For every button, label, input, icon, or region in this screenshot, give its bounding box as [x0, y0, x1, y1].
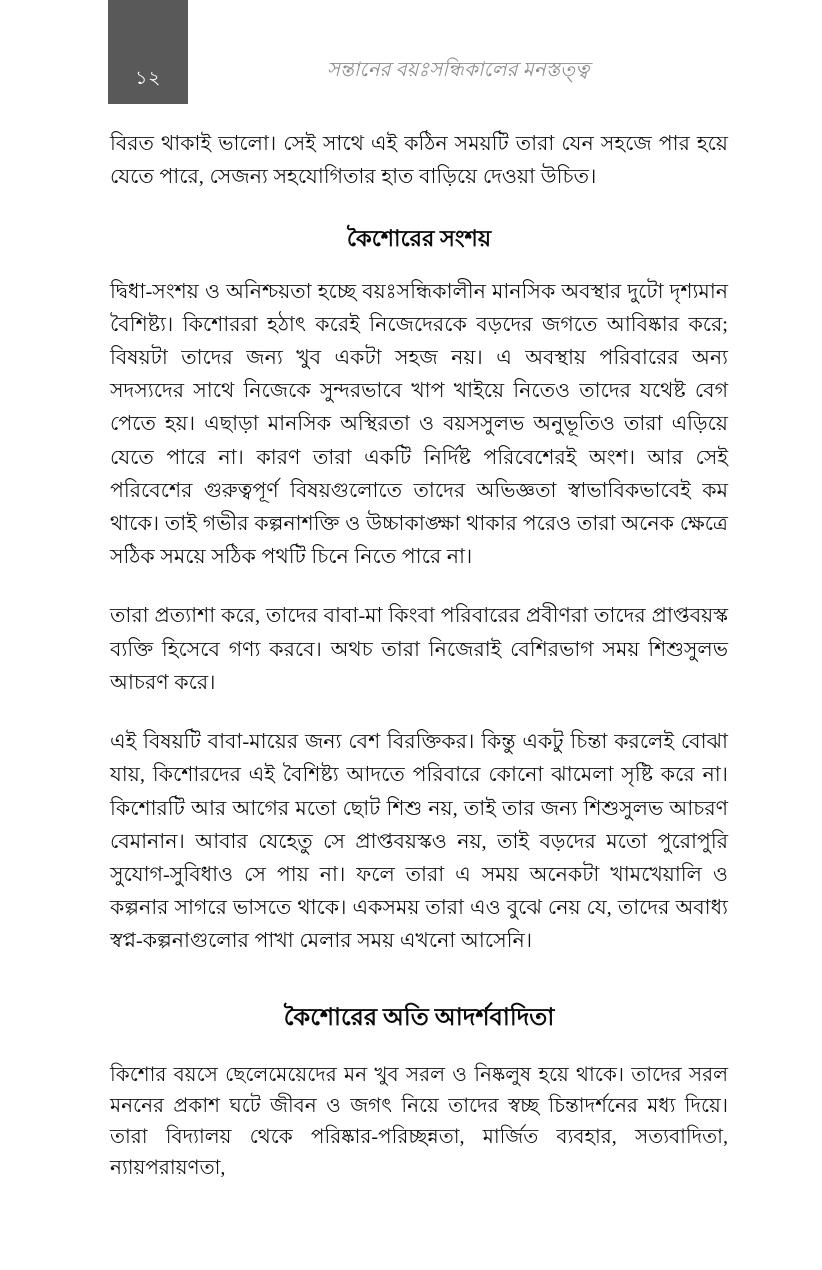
paragraph-4: এই বিষয়টি বাবা-মায়ের জন্য বেশ বিরক্তিকর। কিন্তু একটু চিন্তা করলেই বোঝা যায়, কিশোরদের এই বৈশিষ্ট্য আদতে পরিবারে কোনো ঝামেলা সৃষ্টি করে না। কিশোরটি আর আগের মতো ছোট শিশু নয়, তাই তার জন্য শিশুসুলভ আচরণ বেমানান। আবার যেহেতু সে প্রাপ্তবয়স্কও নয়, তাই বড়দের মতো পুরোপুরি সুযোগ-সুবিধাও সে পায় না। ফলে তারা এ সময় অনেকটা খামখেয়ালি ও কল্পনার সাগরে ভাসতে থাকে। একসময় তারা এও বুঝে নেয় যে, তাদের অবাধ্য স্বপ্ন-কল্পনাগুলোর পাখা মেলার সময় এখনো আসেনি। [110, 731, 728, 953]
running-head-title: সন্তানের বয়ঃসন্ধিকালের মনস্তত্ত্ব [326, 59, 590, 81]
section-heading-kaishorer-oti-adorshobadita: কৈশোরের অতি আদর্শবাদিতা [283, 1004, 555, 1031]
page-number: ১২ [135, 68, 161, 89]
folio-box [108, 0, 188, 104]
paragraph-1: বিরত থাকাই ভালো। সেই সাথে এই কঠিন সময়টি তারা যেন সহজে পার হয়ে যেতে পারে, সেজন্য সহযোগিতার হাত বাড়িয়ে দেওয়া উচিত। [110, 133, 728, 189]
paragraph-2: দ্বিধা-সংশয় ও অনিশ্চয়তা হচ্ছে বয়ঃসন্ধিকালীন মানসিক অবস্থার দুটো দৃশ্যমান বৈশিষ্ট্য। কিশোররা হঠাৎ করেই নিজেদেরকে বড়দের জগতে আবিষ্কার করে; বিষয়টা তাদের জন্য খুব একটা সহজ নয়। এ অবস্থায় পরিবারের অন্য সদস্যদের সাথে নিজেকে সুন্দরভাবে খাপ খাইয়ে নিতেও তাদের যথেষ্ট বেগ পেতে হয়। এছাড়া মানসিক অস্থিরতা ও বয়সসুলভ অনুভূতিও তারা এড়িয়ে যেতে পারে না। কারণ তারা একটি নির্দিষ্ট পরিবেশেরই অংশ। আর সেই পরিবেশের গুরুত্বপূর্ণ বিষয়গুলোতে তাদের অভিজ্ঞতা স্বাভাবিকভাবেই কম থাকে। তাই গভীর কল্পনাশক্তি ও উচ্চাকাঙ্ক্ষা থাকার পরেও তারা অনেক ক্ষেত্রে সঠিক সময়ে সঠিক পথটি চিনে নিতে পারে না। [110, 280, 728, 569]
running-head [0, 0, 822, 112]
section-heading-kaishorer-songshoy: কৈশোরের সংশয় [346, 226, 492, 252]
body-text-column [110, 128, 728, 1184]
paragraph-3: তারা প্রত্যাশা করে, তাদের বাবা-মা কিংবা পরিবারের প্রবীণরা তাদের প্রাপ্তবয়স্ক ব্যক্তি হিসেবে গণ্য করবে। অথচ তারা নিজেরাই বেশিরভাগ সময় শিশুসুলভ আচরণ করে। [110, 605, 728, 694]
paragraph-5: কিশোর বয়সে ছেলেমেয়েদের মন খুব সরল ও নিষ্কলুষ হয়ে থাকে। তাদের সরল মননের প্রকাশ ঘটে জীবন ও জগৎ নিয়ে তাদের স্বচ্ছ চিন্তাদর্শনের মধ্য দিয়ে। তারা বিদ্যালয় থেকে পরিষ্কার-পরিচ্ছন্নতা, মার্জিত ব্যবহার, সত্যবাদিতা, ন্যায়পরায়ণতা, [110, 1063, 728, 1180]
